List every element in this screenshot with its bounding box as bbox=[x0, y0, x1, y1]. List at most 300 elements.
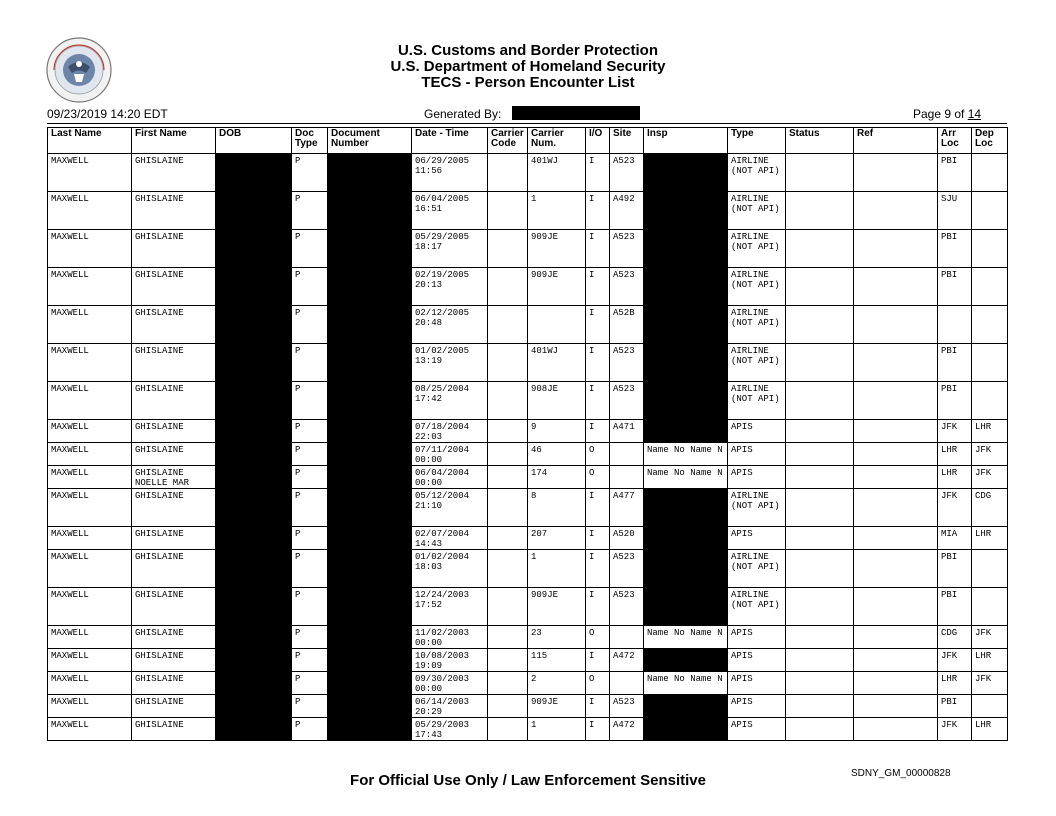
table-cell-io: I bbox=[586, 192, 610, 230]
empty-cell bbox=[786, 588, 854, 626]
generated-by-redaction bbox=[512, 106, 640, 120]
table-cell-dep: LHR bbox=[972, 649, 1008, 672]
empty-cell bbox=[786, 527, 854, 550]
redacted-cell bbox=[216, 718, 292, 741]
redacted-cell bbox=[644, 420, 728, 443]
table-cell-arr: PBI bbox=[938, 695, 972, 718]
column-header: Last Name bbox=[48, 128, 132, 154]
empty-cell bbox=[488, 306, 528, 344]
table-cell-dep bbox=[972, 154, 1008, 192]
empty-cell bbox=[854, 718, 938, 741]
table-cell-first: GHISLAINE bbox=[132, 192, 216, 230]
table-cell-io: O bbox=[586, 672, 610, 695]
column-header: Dep Loc bbox=[972, 128, 1008, 154]
table-row bbox=[48, 268, 1008, 306]
table-cell-cnum: 207 bbox=[528, 527, 586, 550]
column-header: Document Number bbox=[328, 128, 412, 154]
redacted-cell bbox=[644, 344, 728, 382]
empty-cell bbox=[786, 382, 854, 420]
empty-cell bbox=[854, 626, 938, 649]
bates-number: SDNY_GM_00000828 bbox=[851, 768, 951, 779]
table-cell-doc: P bbox=[292, 230, 328, 268]
table-cell-arr: PBI bbox=[938, 268, 972, 306]
table-cell-arr: PBI bbox=[938, 230, 972, 268]
redacted-cell bbox=[328, 154, 412, 192]
table-cell-type: AIRLINE (NOT API) bbox=[728, 382, 786, 420]
table-cell-arr: PBI bbox=[938, 154, 972, 192]
redacted-cell bbox=[644, 489, 728, 527]
redacted-cell bbox=[644, 192, 728, 230]
empty-cell bbox=[854, 489, 938, 527]
table-cell-doc: P bbox=[292, 649, 328, 672]
column-header: Arr Loc bbox=[938, 128, 972, 154]
table-cell-dep: LHR bbox=[972, 527, 1008, 550]
table-cell-last: MAXWELL bbox=[48, 230, 132, 268]
agency-title: U.S. Customs and Border Protection bbox=[397, 42, 659, 59]
redacted-cell bbox=[328, 344, 412, 382]
empty-cell bbox=[786, 443, 854, 466]
table-cell-cnum: 909JE bbox=[528, 695, 586, 718]
column-header: Doc Type bbox=[292, 128, 328, 154]
table-cell-arr bbox=[938, 306, 972, 344]
empty-cell bbox=[488, 588, 528, 626]
table-cell-first: GHISLAINE bbox=[132, 344, 216, 382]
table-cell-doc: P bbox=[292, 154, 328, 192]
empty-cell bbox=[488, 154, 528, 192]
table-header-row bbox=[48, 128, 1008, 154]
table-cell-last: MAXWELL bbox=[48, 718, 132, 741]
table-cell-site: A523 bbox=[610, 588, 644, 626]
table-cell-cnum: 909JE bbox=[528, 588, 586, 626]
table-cell-site: A492 bbox=[610, 192, 644, 230]
empty-cell bbox=[786, 192, 854, 230]
table-cell-dep bbox=[972, 268, 1008, 306]
table-cell-type: APIS bbox=[728, 626, 786, 649]
redacted-cell bbox=[644, 527, 728, 550]
table-cell-io: I bbox=[586, 718, 610, 741]
table-cell-cnum: 909JE bbox=[528, 230, 586, 268]
table-cell-last: MAXWELL bbox=[48, 192, 132, 230]
table-cell-last: MAXWELL bbox=[48, 268, 132, 306]
table-cell-dt: 02/19/2005 20:13 bbox=[412, 268, 488, 306]
table-cell-dep bbox=[972, 344, 1008, 382]
table-cell-last: MAXWELL bbox=[48, 443, 132, 466]
empty-cell bbox=[488, 695, 528, 718]
table-cell-cnum: 401WJ bbox=[528, 154, 586, 192]
table-cell-io: I bbox=[586, 588, 610, 626]
empty-cell bbox=[786, 230, 854, 268]
empty-cell bbox=[854, 268, 938, 306]
table-cell-site bbox=[610, 672, 644, 695]
table-cell-first: GHISLAINE bbox=[132, 718, 216, 741]
table-cell-site: A523 bbox=[610, 550, 644, 588]
table-cell-dt: 05/29/2005 18:17 bbox=[412, 230, 488, 268]
table-cell-first: GHISLAINE bbox=[132, 695, 216, 718]
table-cell-site: A523 bbox=[610, 695, 644, 718]
table-cell-insp: Name No Name N bbox=[644, 443, 728, 466]
table-cell-dt: 01/02/2005 13:19 bbox=[412, 344, 488, 382]
table-cell-doc: P bbox=[292, 306, 328, 344]
redacted-cell bbox=[216, 382, 292, 420]
table-cell-io: I bbox=[586, 420, 610, 443]
table-row bbox=[48, 230, 1008, 268]
empty-cell bbox=[854, 230, 938, 268]
table-cell-dep: JFK bbox=[972, 672, 1008, 695]
table-cell-dt: 08/25/2004 17:42 bbox=[412, 382, 488, 420]
table-cell-first: GHISLAINE bbox=[132, 588, 216, 626]
table-cell-cnum: 115 bbox=[528, 649, 586, 672]
table-cell-io: I bbox=[586, 230, 610, 268]
table-cell-dt: 10/08/2003 19:09 bbox=[412, 649, 488, 672]
table-cell-insp: Name No Name N bbox=[644, 626, 728, 649]
redacted-cell bbox=[644, 588, 728, 626]
table-cell-io: I bbox=[586, 489, 610, 527]
table-cell-dep bbox=[972, 550, 1008, 588]
table-cell-cnum: 1 bbox=[528, 718, 586, 741]
table-cell-last: MAXWELL bbox=[48, 588, 132, 626]
redacted-cell bbox=[644, 382, 728, 420]
empty-cell bbox=[854, 344, 938, 382]
redacted-cell bbox=[644, 718, 728, 741]
table-cell-doc: P bbox=[292, 695, 328, 718]
redacted-cell bbox=[328, 718, 412, 741]
column-header: Site bbox=[610, 128, 644, 154]
table-cell-site bbox=[610, 466, 644, 489]
table-row bbox=[48, 550, 1008, 588]
empty-cell bbox=[488, 420, 528, 443]
table-cell-last: MAXWELL bbox=[48, 550, 132, 588]
redacted-cell bbox=[328, 489, 412, 527]
encounter-table bbox=[47, 127, 1008, 741]
table-cell-dt: 06/14/2003 20:29 bbox=[412, 695, 488, 718]
empty-cell bbox=[488, 382, 528, 420]
table-cell-arr: JFK bbox=[938, 420, 972, 443]
table-body bbox=[48, 154, 1008, 741]
table-cell-dt: 02/07/2004 14:43 bbox=[412, 527, 488, 550]
column-header: First Name bbox=[132, 128, 216, 154]
table-row bbox=[48, 192, 1008, 230]
table-cell-site bbox=[610, 626, 644, 649]
table-cell-dep bbox=[972, 306, 1008, 344]
empty-cell bbox=[786, 672, 854, 695]
table-cell-last: MAXWELL bbox=[48, 672, 132, 695]
table-cell-first: GHISLAINE bbox=[132, 443, 216, 466]
table-cell-site: A523 bbox=[610, 154, 644, 192]
redacted-cell bbox=[328, 443, 412, 466]
column-header: Carrier Num. bbox=[528, 128, 586, 154]
table-cell-cnum: 46 bbox=[528, 443, 586, 466]
redacted-cell bbox=[216, 344, 292, 382]
redacted-cell bbox=[216, 626, 292, 649]
table-cell-cnum: 174 bbox=[528, 466, 586, 489]
table-cell-arr: PBI bbox=[938, 588, 972, 626]
table-cell-doc: P bbox=[292, 672, 328, 695]
table-cell-doc: P bbox=[292, 382, 328, 420]
table-cell-doc: P bbox=[292, 420, 328, 443]
table-cell-io: O bbox=[586, 466, 610, 489]
table-row bbox=[48, 489, 1008, 527]
empty-cell bbox=[854, 649, 938, 672]
table-cell-insp: Name No Name N bbox=[644, 466, 728, 489]
redacted-cell bbox=[328, 466, 412, 489]
table-cell-first: GHISLAINE bbox=[132, 420, 216, 443]
table-cell-io: I bbox=[586, 649, 610, 672]
table-cell-dt: 06/04/2005 16:51 bbox=[412, 192, 488, 230]
table-cell-last: MAXWELL bbox=[48, 527, 132, 550]
table-row bbox=[48, 649, 1008, 672]
page-number: Page 9 of 14 bbox=[913, 107, 982, 121]
empty-cell bbox=[786, 306, 854, 344]
table-cell-arr: PBI bbox=[938, 550, 972, 588]
table-cell-type: APIS bbox=[728, 420, 786, 443]
table-cell-last: MAXWELL bbox=[48, 306, 132, 344]
empty-cell bbox=[488, 443, 528, 466]
redacted-cell bbox=[216, 306, 292, 344]
empty-cell bbox=[854, 154, 938, 192]
table-cell-dt: 05/29/2003 17:43 bbox=[412, 718, 488, 741]
redacted-cell bbox=[328, 550, 412, 588]
redacted-cell bbox=[328, 306, 412, 344]
table-cell-doc: P bbox=[292, 344, 328, 382]
column-header: I/O bbox=[586, 128, 610, 154]
table-cell-dep: CDG bbox=[972, 489, 1008, 527]
table-cell-cnum: 1 bbox=[528, 192, 586, 230]
redacted-cell bbox=[216, 154, 292, 192]
empty-cell bbox=[854, 192, 938, 230]
redacted-cell bbox=[644, 695, 728, 718]
table-cell-site: A523 bbox=[610, 344, 644, 382]
table-cell-first: GHISLAINE bbox=[132, 382, 216, 420]
redacted-cell bbox=[216, 489, 292, 527]
table-cell-io: I bbox=[586, 268, 610, 306]
table-cell-site bbox=[610, 443, 644, 466]
redacted-cell bbox=[328, 420, 412, 443]
empty-cell bbox=[854, 466, 938, 489]
table-cell-arr: LHR bbox=[938, 672, 972, 695]
table-cell-doc: P bbox=[292, 550, 328, 588]
redacted-cell bbox=[216, 550, 292, 588]
table-cell-dep: LHR bbox=[972, 718, 1008, 741]
header-rule bbox=[47, 123, 1007, 124]
table-cell-io: O bbox=[586, 443, 610, 466]
table-cell-dep bbox=[972, 382, 1008, 420]
table-cell-type: AIRLINE (NOT API) bbox=[728, 550, 786, 588]
table-cell-cnum: 909JE bbox=[528, 268, 586, 306]
table-cell-first: GHISLAINE bbox=[132, 527, 216, 550]
table-row bbox=[48, 626, 1008, 649]
table-cell-dep: JFK bbox=[972, 626, 1008, 649]
table-cell-io: I bbox=[586, 344, 610, 382]
redacted-cell bbox=[216, 649, 292, 672]
table-cell-first: GHISLAINE bbox=[132, 672, 216, 695]
table-cell-first: GHISLAINE bbox=[132, 550, 216, 588]
table-cell-site: A523 bbox=[610, 268, 644, 306]
table-cell-doc: P bbox=[292, 489, 328, 527]
table-cell-io: I bbox=[586, 527, 610, 550]
empty-cell bbox=[786, 344, 854, 382]
table-cell-first: GHISLAINE bbox=[132, 306, 216, 344]
empty-cell bbox=[854, 306, 938, 344]
empty-cell bbox=[854, 420, 938, 443]
table-cell-site: A477 bbox=[610, 489, 644, 527]
empty-cell bbox=[488, 230, 528, 268]
redacted-cell bbox=[328, 382, 412, 420]
table-cell-dep bbox=[972, 588, 1008, 626]
table-cell-dt: 09/30/2003 00:00 bbox=[412, 672, 488, 695]
table-cell-first: GHISLAINE bbox=[132, 230, 216, 268]
table-cell-arr: JFK bbox=[938, 718, 972, 741]
table-cell-last: MAXWELL bbox=[48, 382, 132, 420]
table-cell-dt: 05/12/2004 21:10 bbox=[412, 489, 488, 527]
table-row bbox=[48, 443, 1008, 466]
table-cell-site: A52B bbox=[610, 306, 644, 344]
table-cell-doc: P bbox=[292, 527, 328, 550]
empty-cell bbox=[488, 626, 528, 649]
table-cell-type: APIS bbox=[728, 718, 786, 741]
table-cell-doc: P bbox=[292, 626, 328, 649]
table-cell-io: I bbox=[586, 306, 610, 344]
table-cell-arr: MIA bbox=[938, 527, 972, 550]
table-cell-cnum: 8 bbox=[528, 489, 586, 527]
redacted-cell bbox=[644, 550, 728, 588]
table-cell-last: MAXWELL bbox=[48, 626, 132, 649]
table-row bbox=[48, 695, 1008, 718]
empty-cell bbox=[488, 649, 528, 672]
table-cell-type: AIRLINE (NOT API) bbox=[728, 268, 786, 306]
column-header: Date - Time bbox=[412, 128, 488, 154]
redacted-cell bbox=[216, 268, 292, 306]
redacted-cell bbox=[216, 672, 292, 695]
table-row bbox=[48, 420, 1008, 443]
column-header: Type bbox=[728, 128, 786, 154]
table-cell-site: A520 bbox=[610, 527, 644, 550]
generated-by-label: Generated By: bbox=[424, 107, 502, 121]
table-row bbox=[48, 527, 1008, 550]
table-row bbox=[48, 154, 1008, 192]
table-cell-cnum: 23 bbox=[528, 626, 586, 649]
table-cell-first: GHISLAINE bbox=[132, 489, 216, 527]
empty-cell bbox=[786, 695, 854, 718]
table-cell-last: MAXWELL bbox=[48, 649, 132, 672]
table-row bbox=[48, 382, 1008, 420]
empty-cell bbox=[786, 154, 854, 192]
table-cell-type: AIRLINE (NOT API) bbox=[728, 588, 786, 626]
table-cell-arr: JFK bbox=[938, 649, 972, 672]
empty-cell bbox=[488, 268, 528, 306]
redacted-cell bbox=[216, 230, 292, 268]
table-cell-dt: 06/04/2004 00:00 bbox=[412, 466, 488, 489]
table-cell-type: AIRLINE (NOT API) bbox=[728, 306, 786, 344]
redacted-cell bbox=[328, 695, 412, 718]
table-cell-arr: LHR bbox=[938, 443, 972, 466]
table-cell-dt: 07/18/2004 22:03 bbox=[412, 420, 488, 443]
table-cell-last: MAXWELL bbox=[48, 420, 132, 443]
redacted-cell bbox=[644, 230, 728, 268]
table-cell-type: AIRLINE (NOT API) bbox=[728, 230, 786, 268]
table-cell-site: A472 bbox=[610, 649, 644, 672]
table-cell-site: A523 bbox=[610, 230, 644, 268]
column-header: DOB bbox=[216, 128, 292, 154]
empty-cell bbox=[488, 466, 528, 489]
empty-cell bbox=[488, 550, 528, 588]
empty-cell bbox=[488, 344, 528, 382]
column-header: Status bbox=[786, 128, 854, 154]
empty-cell bbox=[854, 443, 938, 466]
table-cell-doc: P bbox=[292, 192, 328, 230]
redacted-cell bbox=[216, 527, 292, 550]
table-row bbox=[48, 718, 1008, 741]
report-title: TECS - Person Encounter List bbox=[421, 74, 635, 91]
empty-cell bbox=[854, 588, 938, 626]
table-cell-arr: JFK bbox=[938, 489, 972, 527]
table-row bbox=[48, 344, 1008, 382]
empty-cell bbox=[786, 420, 854, 443]
table-cell-type: AIRLINE (NOT API) bbox=[728, 154, 786, 192]
empty-cell bbox=[488, 718, 528, 741]
empty-cell bbox=[786, 466, 854, 489]
empty-cell bbox=[854, 382, 938, 420]
table-cell-cnum: 9 bbox=[528, 420, 586, 443]
table-cell-io: O bbox=[586, 626, 610, 649]
redacted-cell bbox=[328, 672, 412, 695]
table-cell-last: MAXWELL bbox=[48, 154, 132, 192]
table-cell-first: GHISLAINE bbox=[132, 626, 216, 649]
table-cell-doc: P bbox=[292, 268, 328, 306]
empty-cell bbox=[488, 489, 528, 527]
table-cell-doc: P bbox=[292, 718, 328, 741]
redacted-cell bbox=[644, 154, 728, 192]
table-cell-insp: Name No Name N bbox=[644, 672, 728, 695]
table-cell-first: GHISLAINE bbox=[132, 154, 216, 192]
table-cell-type: APIS bbox=[728, 649, 786, 672]
redacted-cell bbox=[216, 192, 292, 230]
table-row bbox=[48, 306, 1008, 344]
table-cell-doc: P bbox=[292, 443, 328, 466]
table-cell-arr: LHR bbox=[938, 466, 972, 489]
redacted-cell bbox=[328, 268, 412, 306]
table-cell-type: AIRLINE (NOT API) bbox=[728, 192, 786, 230]
table-cell-last: MAXWELL bbox=[48, 489, 132, 527]
redacted-cell bbox=[644, 649, 728, 672]
redacted-cell bbox=[216, 588, 292, 626]
table-cell-io: I bbox=[586, 154, 610, 192]
table-cell-dep bbox=[972, 695, 1008, 718]
table-cell-site: A523 bbox=[610, 382, 644, 420]
table-cell-doc: P bbox=[292, 466, 328, 489]
empty-cell bbox=[786, 649, 854, 672]
table-cell-site: A471 bbox=[610, 420, 644, 443]
table-cell-last: MAXWELL bbox=[48, 695, 132, 718]
empty-cell bbox=[786, 718, 854, 741]
table-row bbox=[48, 672, 1008, 695]
table-cell-dep bbox=[972, 192, 1008, 230]
table-cell-arr: SJU bbox=[938, 192, 972, 230]
table-cell-cnum bbox=[528, 306, 586, 344]
redacted-cell bbox=[216, 443, 292, 466]
column-header: Insp bbox=[644, 128, 728, 154]
table-cell-arr: CDG bbox=[938, 626, 972, 649]
table-cell-last: MAXWELL bbox=[48, 466, 132, 489]
table-cell-dt: 02/12/2005 20:48 bbox=[412, 306, 488, 344]
table-cell-site: A472 bbox=[610, 718, 644, 741]
table-cell-type: AIRLINE (NOT API) bbox=[728, 489, 786, 527]
table-cell-dt: 06/29/2005 11:56 bbox=[412, 154, 488, 192]
empty-cell bbox=[786, 550, 854, 588]
redacted-cell bbox=[328, 527, 412, 550]
table-cell-type: AIRLINE (NOT API) bbox=[728, 344, 786, 382]
redacted-cell bbox=[328, 649, 412, 672]
table-cell-arr: PBI bbox=[938, 382, 972, 420]
